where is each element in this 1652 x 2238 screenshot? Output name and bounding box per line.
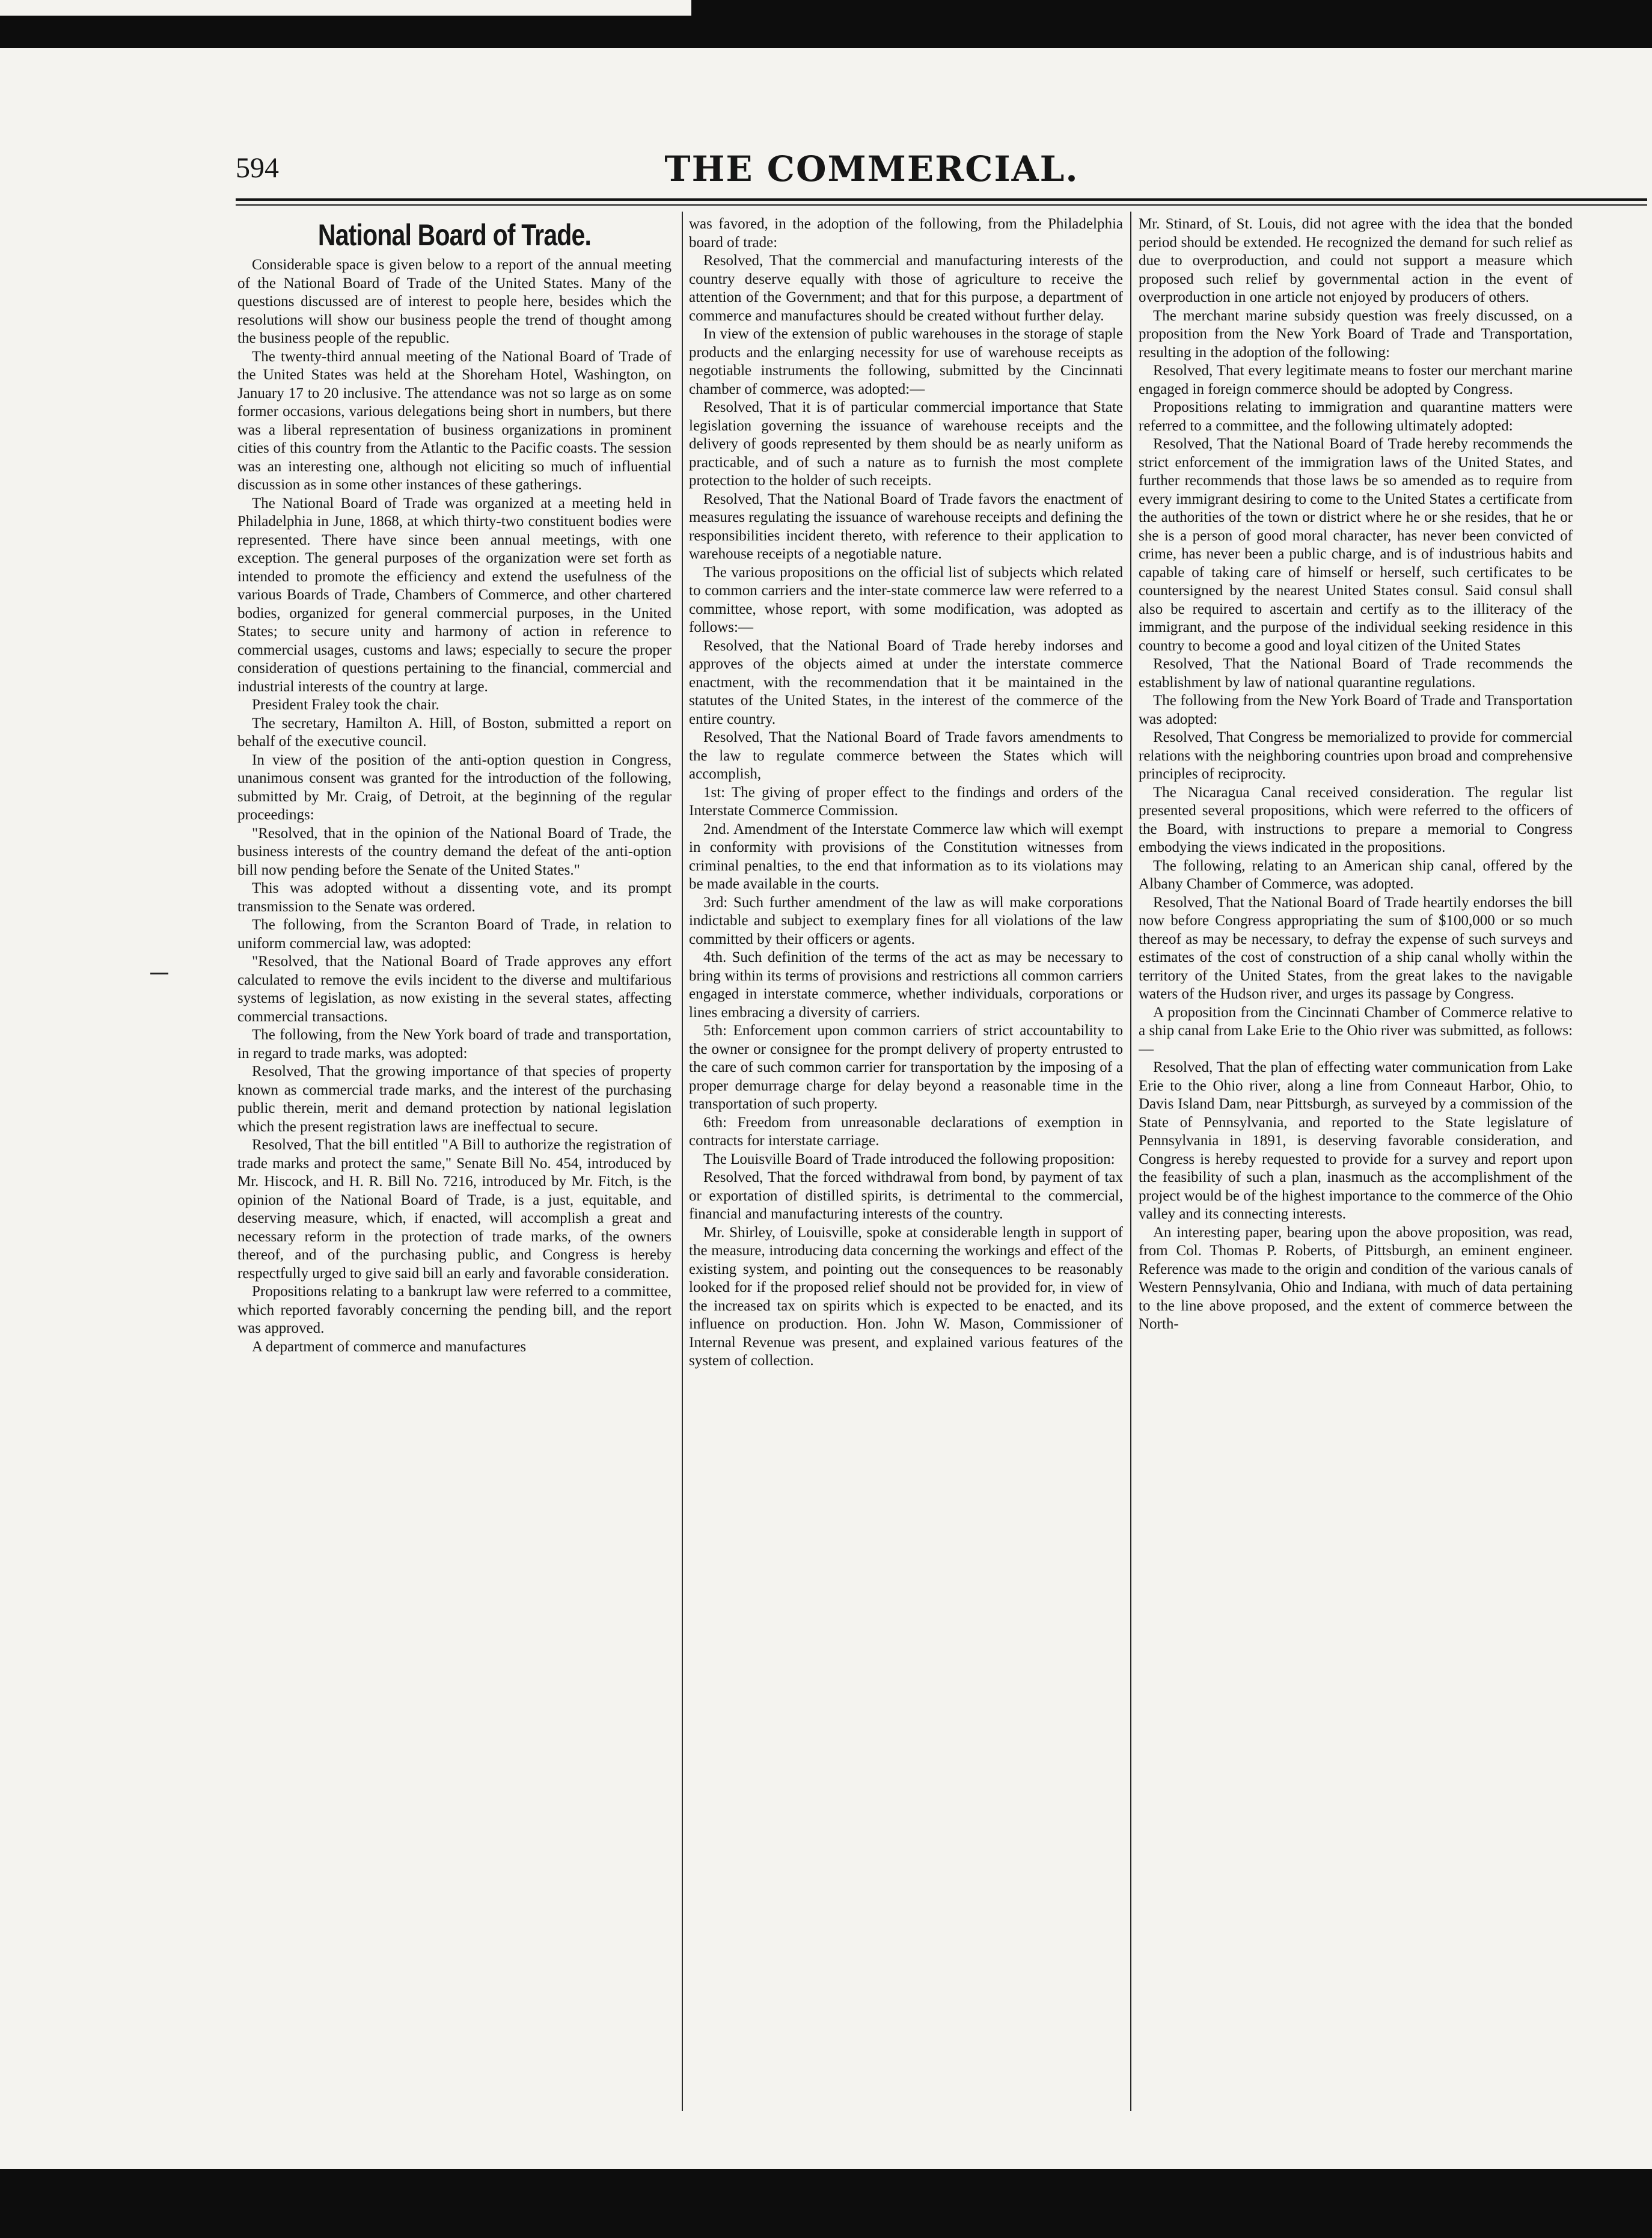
article-paragraph: Resolved, That the bill entitled "A Bill to authorize the registration of trade marks and protect the same," Senate Bill No. 454, introduced by Mr. Hiscock, and H. R. Bill No. 7216, introduced by Mr. Fitch, is the opinion of the National Board of Trade, is a just, equitable, and deserving measure, which, if enacted, will accomplish a great and necessary reform in the protection of trade marks, of the owners thereof, and of the purchasing public, and Congress is hereby respectfully urged to give said bill an early and favorable consideration. xyxy=(237,1137,672,1282)
article-paragraph: Resolved, that the National Board of Trade hereby indorses and approves of the objects aimed at under the interstate commerce enactment, with the recommendation that it be maintained in the statutes of the United States, in the interest of the commerce of the entire country. xyxy=(689,637,1123,727)
header-rule-thin xyxy=(236,204,1647,206)
article-paragraph: 4th. Such definition of the terms of the act as may be necessary to bring within its terms of provisions and restrictions all common carriers engaged in interstate commerce, whether individuals, corporations or lines embracing a diversity of carriers. xyxy=(689,949,1123,1021)
article-paragraph: Resolved, That the National Board of Trade favors the enactment of measures regulating the issuance of warehouse receipts and defining the responsibilities incident thereto, with reference to their application to warehouse receipts of a negotiable nature. xyxy=(689,491,1123,562)
article-paragraph: 5th: Enforcement upon common carriers of strict accountability to the owner or consignee for the prompt delivery of property entrusted to the care of such common carrier for transportation by the imposing of a proper demurrage charge for delay beyond a reasonable time in the transportation of such property. xyxy=(689,1023,1123,1112)
article-paragraph: 2nd. Amendment of the Interstate Commerce law which will exempt in conformity with provisions of the Constitution witnesses from criminal penalties, to the end that information as to its violations may be made available in the courts. xyxy=(689,821,1123,892)
article-paragraph: Resolved, That the National Board of Trade hereby recommends the strict enforcement of the immigration laws of the United States, and further recommends that those laws be so amended as to require from every immigrant desiring to come to the United States a certificate from the authorities of the town or district where he or she resides, that he or she is a person of good moral character, has never been convicted of crime, has never been a public charge, and is of industrious habits and capable of taking care of himself or herself, such certificates to be countersigned by the nearest United States consul. Said consul shall also be required to ascertain and certify as to the illiteracy of the immigrant, and the purpose of the individual seeking residence in this country to become a good and loyal citizen of the United States xyxy=(1139,436,1573,654)
article-paragraph: The secretary, Hamilton A. Hill, of Boston, submitted a report on behalf of the executive council. xyxy=(237,715,672,750)
article-paragraph: "Resolved, that the National Board of Trade approves any effort calculated to remove the evils incident to the diverse and multifarious systems of legislation, as now existing in the several states, affecting commercial transactions. xyxy=(237,953,672,1025)
article-paragraph: Resolved, That the forced withdrawal from bond, by payment of tax or exportation of distilled spirits, is detrimental to the commercial, financial and manufacturing interests of the country. xyxy=(689,1169,1123,1222)
article-column-2 xyxy=(689,215,1123,2121)
article-paragraph: The following from the New York Board of Trade and Transportation was adopted: xyxy=(1139,692,1573,727)
article-paragraph: The Nicaragua Canal received consideration. The regular list presented several propositions, which were referred to the officers of the Board, with instructions to prepare a memorial to Congress embodying the views indicated in the propositions. xyxy=(1139,784,1573,855)
article-paragraph: Resolved, That the plan of effecting water communication from Lake Erie to the Ohio river, along a line from Conneaut Harbor, Ohio, to Davis Island Dam, near Pittsburgh, as surveyed by a commission of the State of Pennsylvania, and reported to the State legislature of Pennsylvania in 1891, is deserving favorable consideration, and Congress is hereby requested to provide for a survey and report upon the feasibility of such a plan, inasmuch as the accomplishment of the project would be of the highest importance to the commerce of the Ohio valley and its connecting interests. xyxy=(1139,1059,1573,1222)
article-paragraph: Resolved, That the National Board of Trade favors amendments to the law to regulate commerce between the States which will accomplish, xyxy=(689,729,1123,782)
page-number: 594 xyxy=(236,152,279,184)
article-paragraph: In view of the extension of public warehouses in the storage of staple products and the enlarging necessity for use of warehouse receipts as negotiable instruments the following, submitted by the Cincinnati chamber of commerce, was adopted:— xyxy=(689,326,1123,397)
article-paragraph: The National Board of Trade was organized at a meeting held in Philadelphia in June, 1868, at which thirty-two constituent bodies were represented. There have since been annual meetings, with one exception. The general purposes of the organization were set forth as intended to promote the efficiency and extend the usefulness of the various Boards of Trade, Chambers of Commerce, and other chartered bodies, organized for general commercial purposes, in the United States; to secure unity and harmony of action in reference to commercial usages, customs and laws; especially to secure the proper consideration of questions pertaining to the financial, commercial and industrial interests of the country at large. xyxy=(237,495,672,695)
article-paragraph: "Resolved, that in the opinion of the National Board of Trade, the business interests of the country demand the defeat of the anti-option bill now pending before the Senate of the United States." xyxy=(237,825,672,878)
article-paragraph: The Louisville Board of Trade introduced the following proposition: xyxy=(703,1151,1115,1167)
article-paragraph: In view of the position of the anti-option question in Congress, unanimous consent was granted for the introduction of the following, submitted by Mr. Craig, of Detroit, at the beginning of the regular proceedings: xyxy=(237,751,672,823)
scan-bottom-border xyxy=(0,2169,1652,2238)
scan-top-border xyxy=(0,0,1652,48)
article-paragraph: 6th: Freedom from unreasonable declarations of exemption in contracts for interstate carriage. xyxy=(689,1114,1123,1149)
article-paragraph: 1st: The giving of proper effect to the findings and orders of the Interstate Commerce Commission. xyxy=(689,784,1123,819)
article-paragraph: Considerable space is given below to a report of the annual meeting of the National Board of Trade of the United States. Many of the questions discussed are of interest to people here, besides which the resolutions will show our business people the trend of thought among the business people of the republic. xyxy=(237,257,672,346)
article-paragraph: Mr. Stinard, of St. Louis, did not agree with the idea that the bonded period should be extended. He recognized the demand for such relief as due to overproduction, and could not support a measure which proposed such relief by governmental action in the event of overproduction in one article not enjoyed by producers of others. xyxy=(1139,216,1573,305)
article-paragraph: Resolved, That it is of particular commercial importance that State legislation governing the issuance of warehouse receipts and the delivery of goods represented by them should be as nearly uniform as practicable, and of such a nature as to furnish the most complete protection to the holder of such receipts. xyxy=(689,399,1123,489)
article-paragraph: Resolved, That the growing importance of that species of property known as commercial trade marks, and the interest of the purchasing public therein, merit and demand protection by national legislation which the present registration laws are ineffectual to secure. xyxy=(237,1063,672,1135)
article-paragraph: The following, from the New York board of trade and transportation, in regard to trade marks, was adopted: xyxy=(237,1027,672,1062)
article-paragraph: Resolved, That the National Board of Trade heartily endorses the bill now before Congress appropriating the sum of $100,000 or so much thereof as may be necessary, to defray the expense of such surveys and estimates of the cost of construction of a ship canal wholly within the territory of the United States, from the great lakes to the navigable waters of the Hudson river, and urges its passage by Congress. xyxy=(1139,894,1573,1002)
article-headline: National Board of Trade. xyxy=(317,218,592,252)
article-paragraph: Resolved, That the National Board of Trade recommends the establishment by law of national quarantine regulations. xyxy=(1139,656,1573,691)
article-paragraph: The following, from the Scranton Board of Trade, in relation to uniform commercial law, was adopted: xyxy=(237,917,672,952)
header-rule-thick xyxy=(236,198,1647,201)
article-column-1 xyxy=(237,215,672,2121)
article-paragraph: Mr. Shirley, of Louisville, spoke at considerable length in support of the measure, introducing data concerning the workings and effect of the existing system, and pointing out the consequences to be reasonably looked for if the proposed relief should not be provided for, in view of the increased tax on spirits which is expected to be enacted, and its influence on production. Hon. John W. Mason, Commissioner of Internal Revenue was present, and explained various features of the system of collection. xyxy=(689,1224,1123,1369)
column-divider xyxy=(682,212,683,2111)
column-divider xyxy=(1130,212,1131,2111)
article-column-3 xyxy=(1139,215,1573,2121)
article-paragraph: Resolved, That Congress be memorialized to provide for commercial relations with the neighboring countries upon broad and comprehensive principles of reciprocity. xyxy=(1139,729,1573,782)
article-paragraph: Resolved, That every legitimate means to foster our merchant marine engaged in foreign commerce should be adopted by Congress. xyxy=(1139,362,1573,397)
article-paragraph: was favored, in the adoption of the following, from the Philadelphia board of trade: xyxy=(689,216,1123,251)
article-paragraph: Propositions relating to a bankrupt law were referred to a committee, which reported favorably concerning the pending bill, and the report was approved. xyxy=(237,1283,672,1336)
article-paragraph: This was adopted without a dissenting vote, and its prompt transmission to the Senate was ordered. xyxy=(237,880,672,915)
article-paragraph: A department of commerce and manufactures xyxy=(252,1338,527,1355)
masthead-title: THE COMMERCIAL. xyxy=(664,148,1079,189)
margin-mark xyxy=(150,973,168,974)
article-paragraph: Propositions relating to immigration and quarantine matters were referred to a committee, and the following ultimately adopted: xyxy=(1139,399,1573,434)
article-paragraph: President Fraley took the chair. xyxy=(252,697,439,713)
article-paragraph: 3rd: Such further amendment of the law as will make corporations indictable and subject to exemplary fines for all violations of the law committed by their officers or agents. xyxy=(689,894,1123,947)
article-paragraph: The various propositions on the official list of subjects which related to common carriers and the inter-state commerce law were referred to a committee, whose report, with some modification, was adopted as follows:— xyxy=(689,564,1123,635)
article-paragraph: The twenty-third annual meeting of the National Board of Trade of the United States was held at the Shoreham Hotel, Washington, on January 17 to 20 inclusive. The attendance was not so large as on some former occasions, various delegations being short in numbers, but there was a liberal representation of business organizations in prominent cities of this country from the Atlantic to the Pacific coasts. The session was an interesting one, although not eliciting so much of influential discussion as in some other instances of these gatherings. xyxy=(237,348,672,493)
article-paragraph: The merchant marine subsidy question was freely discussed, on a proposition from the New York Board of Trade and Transportation, resulting in the adoption of the following: xyxy=(1139,307,1573,361)
article-paragraph: A proposition from the Cincinnati Chamber of Commerce relative to a ship canal from Lake Erie to the Ohio river was submitted, as follows:— xyxy=(1139,1004,1573,1057)
article-paragraph: Resolved, That the commercial and manufacturing interests of the country deserve equally with those of agriculture to receive the attention of the Government; and that for this purpose, a department of commerce and manufactures should be created without further delay. xyxy=(689,252,1123,324)
article-paragraph: The following, relating to an American ship canal, offered by the Albany Chamber of Commerce, was adopted. xyxy=(1139,857,1573,892)
article-paragraph: An interesting paper, bearing upon the above proposition, was read, from Col. Thomas P. Roberts, of Pittsburgh, an eminent engineer. Reference was made to the origin and condition of the various canals of Western Pennsylvania, Ohio and Indiana, with much of data pertaining to the line above proposed, and the extent of commerce between the North- xyxy=(1139,1224,1573,1332)
